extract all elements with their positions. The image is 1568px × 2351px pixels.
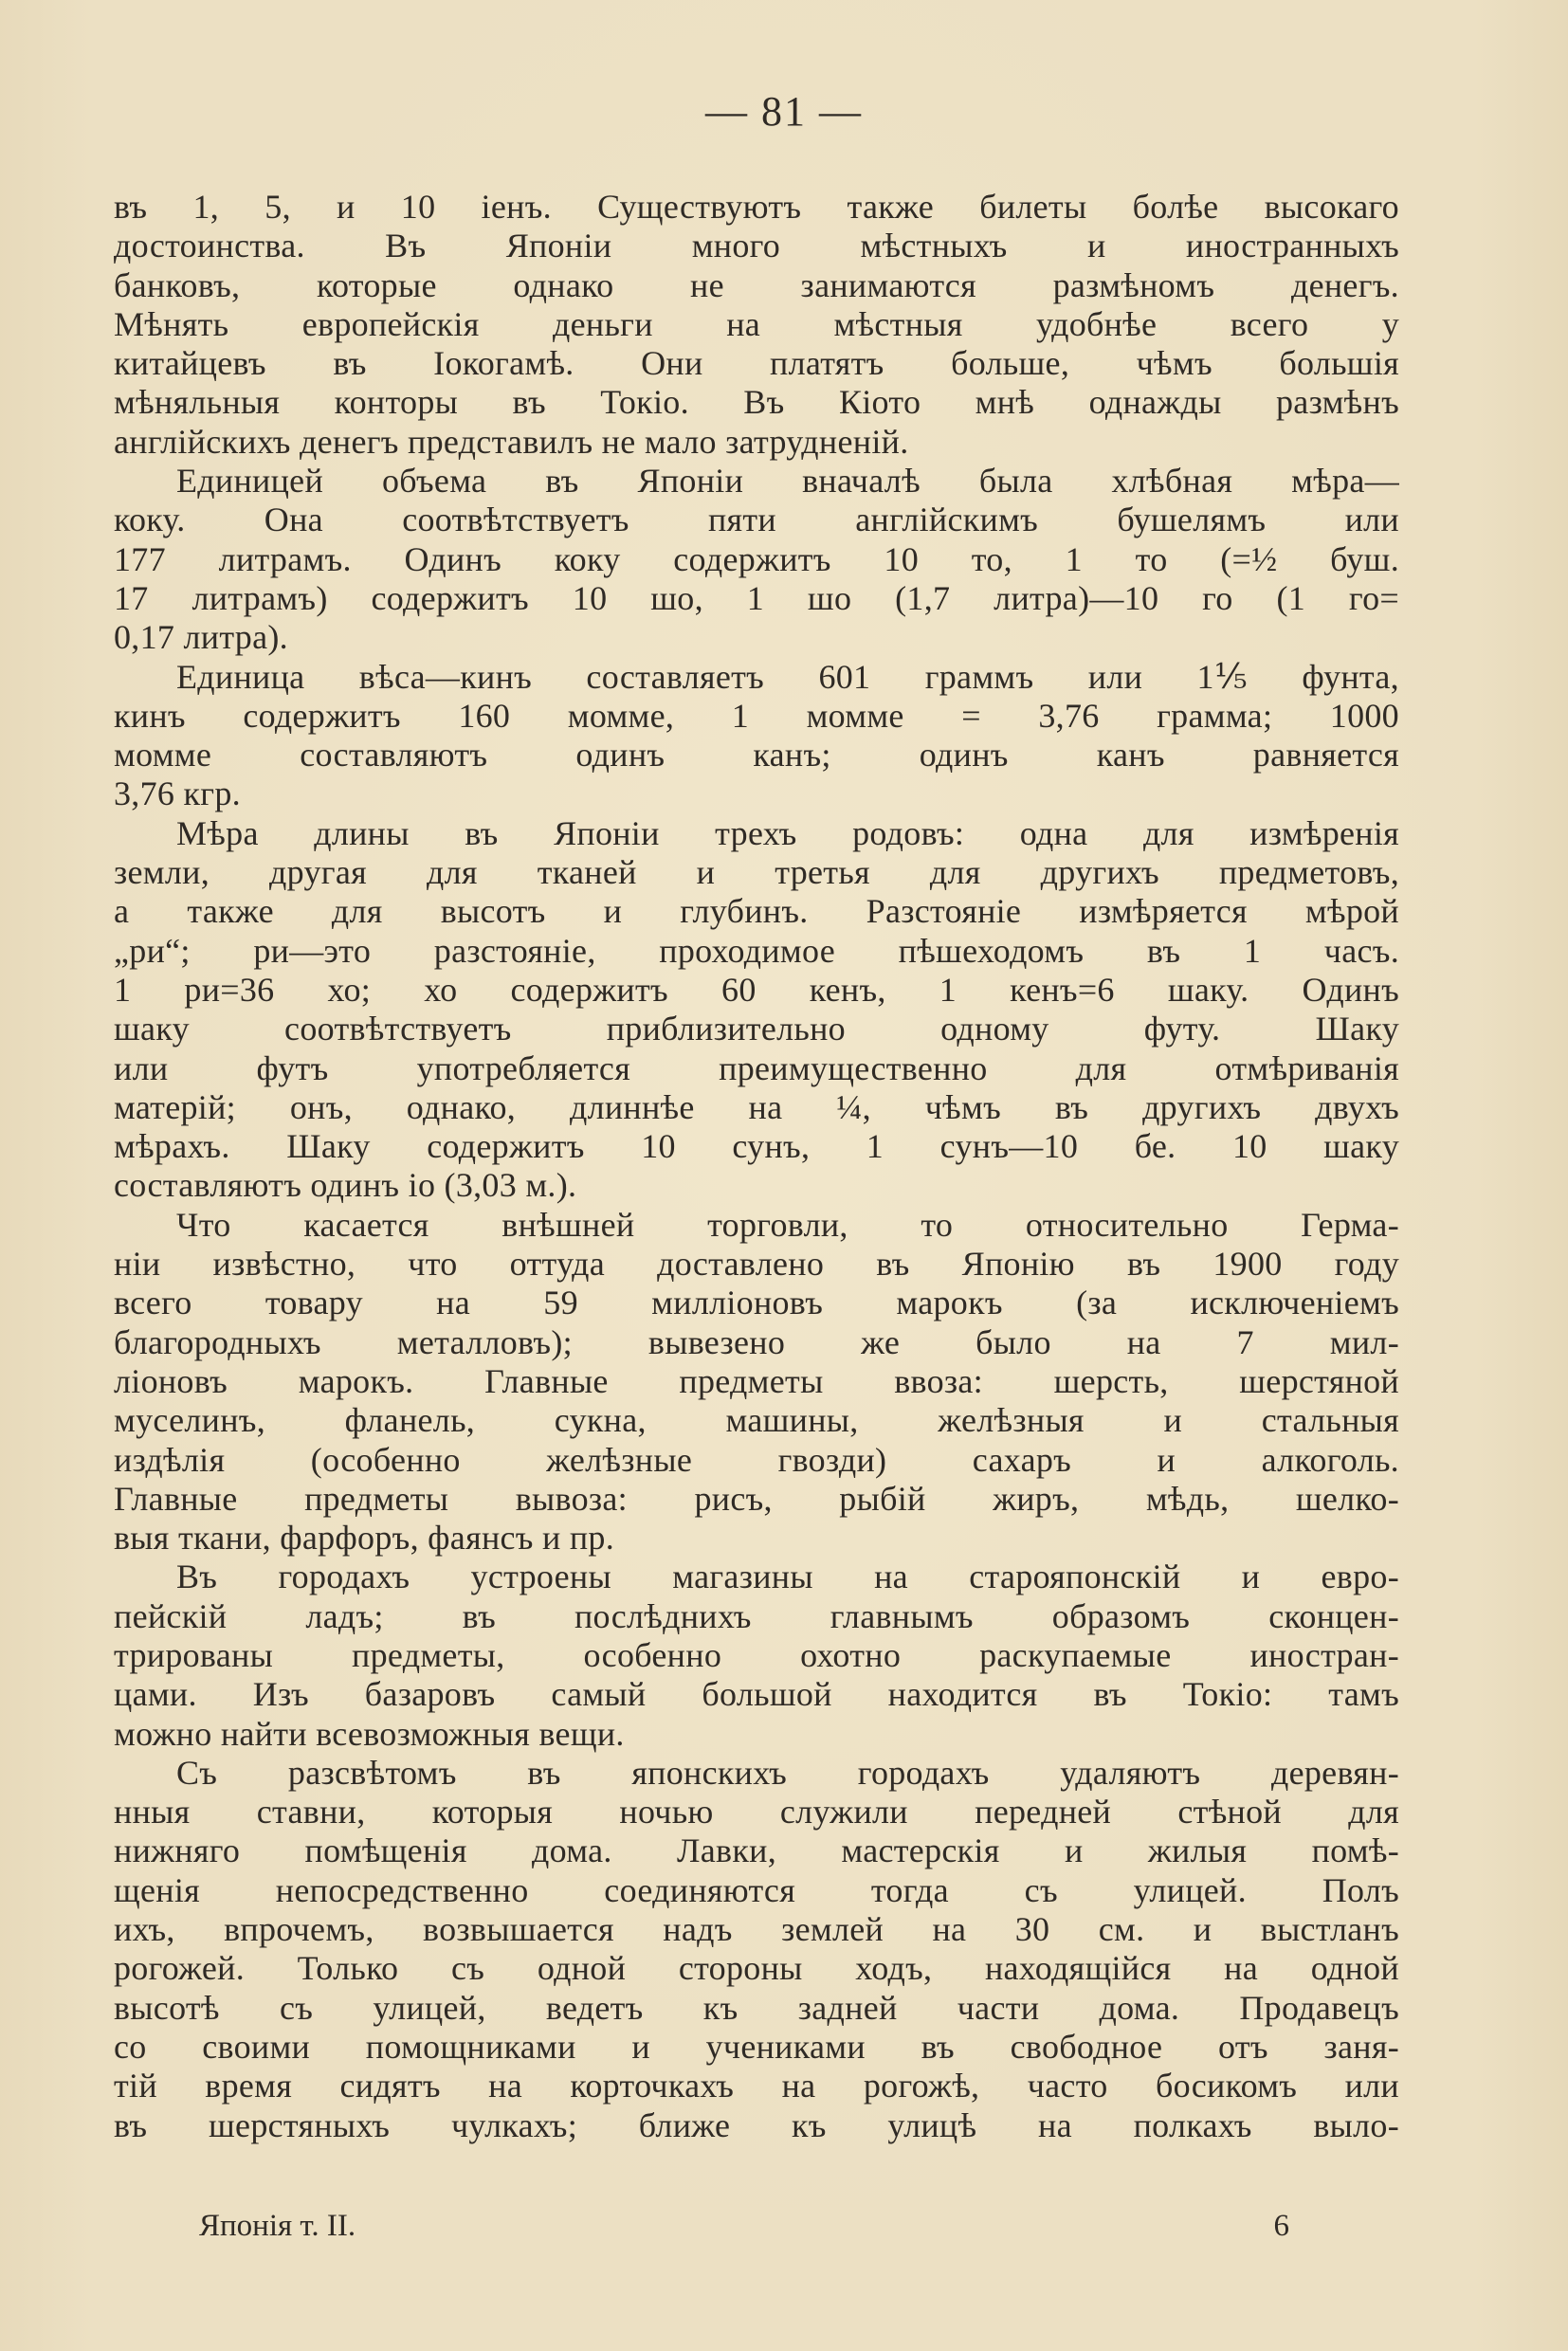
text-line: Что касается внѣшней торговли, то относительно Герма- (176, 1205, 1399, 1244)
text-line: китайцевъ въ Іокогамѣ. Они платятъ больше, чѣмъ большія (114, 344, 1399, 383)
text-line: Съ разсвѣтомъ въ японскихъ городахъ удаляютъ деревян- (176, 1753, 1399, 1792)
page-footer (199, 2209, 1289, 2244)
text-line: въ 1, 5, и 10 іенъ. Существуютъ также билеты болѣе высокаго (114, 188, 1399, 226)
text-line: щенія непосредственно соединяются тогда съ улицей. Полъ (114, 1870, 1399, 1909)
text-line: 0,17 литра). (114, 618, 288, 657)
paragraph (114, 814, 1399, 1206)
text-line: или футъ употребляется преимущественно для отмѣриванія (114, 1048, 1399, 1087)
text-line: Единица вѣса—кинъ составляетъ 601 граммъ или 1⅕ фунта, (176, 657, 1399, 696)
text-line: въ шерстяныхъ чулкахъ; ближе къ улицѣ на полкахъ выло- (114, 2105, 1399, 2144)
text-line: кинъ содержитъ 160 момме, 1 момме = 3,76 грамма; 1000 (114, 696, 1399, 735)
text-line: момме составляютъ одинъ канъ; одинъ канъ равняется (114, 736, 1399, 775)
body-text (114, 188, 1399, 2145)
text-line: тій время сидятъ на корточкахъ на рогожѣ, часто босикомъ или (114, 2067, 1399, 2105)
text-line: мѣняльныя конторы въ Токіо. Въ Кіото мнѣ однажды размѣнъ (114, 383, 1399, 422)
text-line: Въ городахъ устроены магазины на старояпонскій и евро- (176, 1558, 1399, 1596)
paragraph (114, 1754, 1399, 2145)
text-line: „ри“; ри—это разстояніе, проходимое пѣшеходомъ въ 1 часъ. (114, 931, 1399, 970)
text-line: Мѣра длины въ Японіи трехъ родовъ: одна для измѣренія (176, 813, 1399, 852)
text-line: ихъ, впрочемъ, возвышается надъ землей на 30 см. и выстланъ (114, 1910, 1399, 1949)
text-line: муселинъ, фланель, сукна, машины, желѣзныя и стальныя (114, 1401, 1399, 1440)
text-line: Мѣнять европейскія деньги на мѣстныя удобнѣе всего у (114, 304, 1399, 343)
text-line: рогожей. Только съ одной стороны ходъ, находящійся на одной (114, 1949, 1399, 1988)
text-line: издѣлія (особенно желѣзные гвозди) сахаръ и алкоголь. (114, 1440, 1399, 1479)
text-line: высотѣ съ улицей, ведетъ къ задней части дома. Продавецъ (114, 1988, 1399, 2027)
text-line: пейскій ладъ; въ послѣднихъ главнымъ образомъ сконцен- (114, 1596, 1399, 1635)
text-line: матерій; онъ, однако, длиннѣе на ¼, чѣмъ въ другихъ двухъ (114, 1087, 1399, 1126)
paragraph (114, 658, 1399, 814)
text-line: Единицей объема въ Японіи вначалѣ была хлѣбная мѣра— (176, 462, 1399, 501)
paragraph (114, 188, 1399, 462)
paragraph (114, 462, 1399, 657)
text-line: достоинства. Въ Японіи много мѣстныхъ и иностранныхъ (114, 227, 1399, 265)
text-line: Главные предметы вывоза: рисъ, рыбій жиръ, мѣдь, шелко- (114, 1479, 1399, 1518)
text-line: составляютъ одинъ іо (3,03 м.). (114, 1166, 577, 1205)
text-line: шаку соотвѣтствуетъ приблизительно одному футу. Шаку (114, 1010, 1399, 1048)
text-line: 17 литрамъ) содержитъ 10 шо, 1 шо (1,7 литра)—10 го (1 го= (114, 578, 1399, 617)
text-line: а также для высотъ и глубинъ. Разстояніе измѣряется мѣрой (114, 892, 1399, 931)
text-line: трированы предметы, особенно охотно раскупаемые иностран- (114, 1635, 1399, 1674)
text-line: можно найти всевозможныя вещи. (114, 1714, 625, 1753)
text-line: нижняго помѣщенія дома. Лавки, мастерскія и жилыя помѣ- (114, 1832, 1399, 1870)
text-line: 3,76 кгр. (114, 775, 241, 813)
text-line: благородныхъ металловъ); вывезено же было на 7 мил- (114, 1322, 1399, 1361)
text-line: ніи извѣстно, что оттуда доставлено въ Японію въ 1900 году (114, 1245, 1399, 1284)
text-line: банковъ, которые однако не занимаются размѣномъ денегъ. (114, 265, 1399, 304)
text-line: англійскихъ денегъ представилъ не мало затрудненій. (114, 422, 909, 461)
text-line: земли, другая для тканей и третья для другихъ предметовъ, (114, 853, 1399, 892)
text-line: 1 ри=36 хо; хо содержитъ 60 кенъ, 1 кенъ=6 шаку. Одинъ (114, 970, 1399, 1009)
text-line: ліоновъ марокъ. Главные предметы ввоза: шерсть, шерстяной (114, 1361, 1399, 1400)
text-line: коку. Она соотвѣтствуетъ пяти англійскимъ бушелямъ или (114, 501, 1399, 539)
text-line: всего товару на 59 милліоновъ марокъ (за исключеніемъ (114, 1284, 1399, 1322)
text-line: цами. Изъ базаровъ самый большой находится въ Токіо: тамъ (114, 1675, 1399, 1714)
text-line: мѣрахъ. Шаку содержитъ 10 сунъ, 1 сунъ—10 бе. 10 шаку (114, 1127, 1399, 1166)
footer-sheet-number: 6 (1273, 2209, 1289, 2243)
text-line: выя ткани, фарфоръ, фаянсъ и пр. (114, 1519, 615, 1558)
page-number: — 81 — (705, 88, 863, 135)
text-line: нныя ставни, которыя ночью служили передней стѣной для (114, 1793, 1399, 1832)
footer-signature: Японія т. II. (199, 2209, 356, 2243)
paragraph (114, 1206, 1399, 1558)
text-line: со своими помощниками и учениками въ свободное отъ заня- (114, 2027, 1399, 2066)
text-line: 177 литрамъ. Одинъ коку содержитъ 10 то, 1 то (=½ буш. (114, 539, 1399, 578)
paragraph (114, 1558, 1399, 1753)
